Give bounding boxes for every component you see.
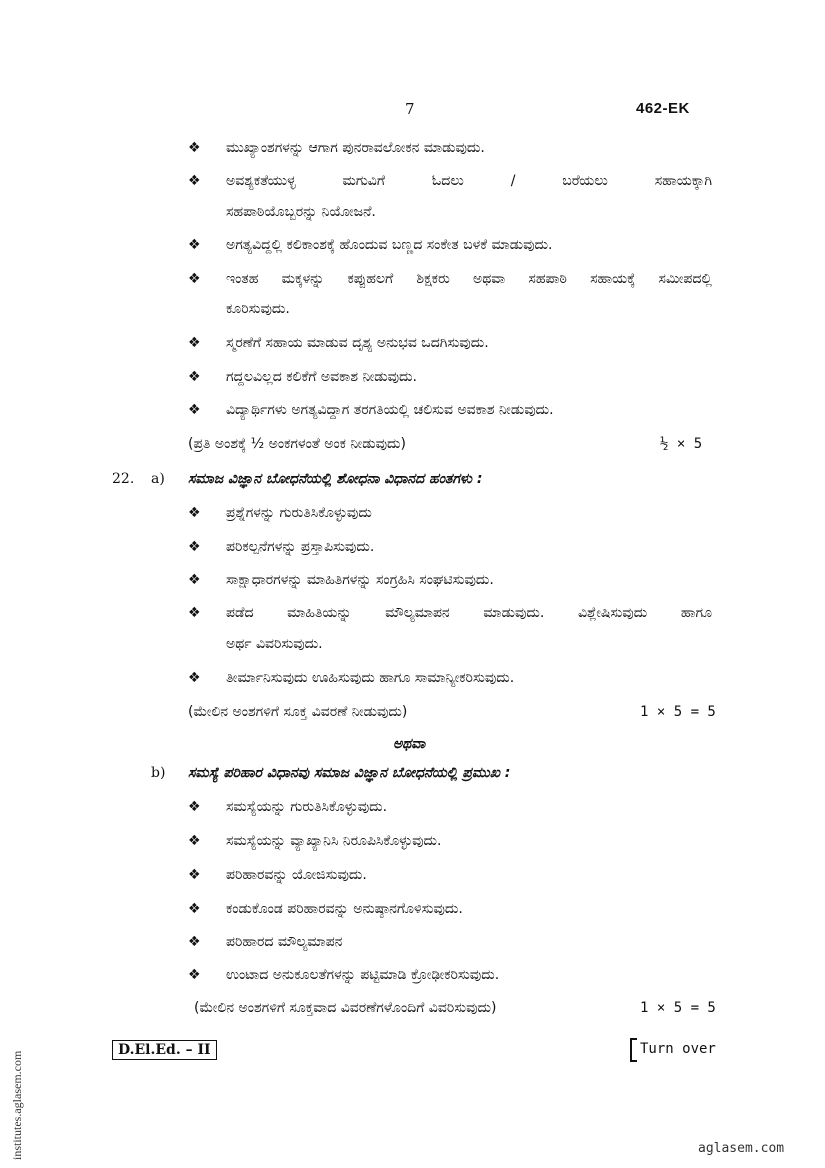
- list-item: ಮುಖ್ಯಾಂಶಗಳನ್ನು ಆಗಾಗ ಪುನರಾವಲೋಕನ ಮಾಡುವುದು.: [226, 140, 485, 156]
- marking-note: (ಮೇಲಿನ ಅಂಶಗಳಿಗೆ ಸೂಕ್ತ ವಿವರಣೆ ನೀಡುವುದು): [188, 704, 408, 720]
- bullet-icon: ❖: [188, 369, 201, 385]
- bullet-icon: ❖: [188, 505, 201, 521]
- list-item: ಉಂಟಾದ ಅನುಕೂಲತೆಗಳನ್ನು ಪಟ್ಟಿಮಾಡಿ ಕ್ರೋಢೀಕರಿಸುವುದು.: [226, 967, 500, 983]
- bullet-icon: ❖: [188, 237, 201, 253]
- part-label: b): [151, 765, 166, 781]
- bullet-icon: ❖: [188, 335, 201, 351]
- marks: ½ × 5: [660, 436, 703, 452]
- list-item: ಪರಿಹಾರವನ್ನು ಯೋಜಿಸುವುದು.: [226, 867, 367, 883]
- list-item: ಅವಶ್ಯಕತೆಯುಳ್ಳ ಮಗುವಿಗೆ ಓದಲು / ಬರೆಯಲು ಸಹಾಯಕ್ಕಾಗಿ: [226, 173, 712, 189]
- bullet-icon: ❖: [188, 173, 201, 189]
- list-item: ಸಮಸ್ಯೆಯನ್ನು ವ್ಯಾಖ್ಯಾನಿಸಿ ನಿರೂಪಿಸಿಕೊಳ್ಳುವುದು.: [226, 833, 442, 849]
- list-item-continued: ಕೂರಿಸುವುದು.: [226, 301, 290, 317]
- bullet-icon: ❖: [188, 402, 201, 418]
- bullet-icon: ❖: [188, 140, 201, 156]
- list-item: ತೀರ್ಮಾನಿಸುವುದು ಊಹಿಸುವುದು ಹಾಗೂ ಸಾಮಾನ್ಯೀಕರಿಸುವುದು.: [226, 670, 515, 686]
- or-divider: ಅಥವಾ: [393, 736, 426, 752]
- marking-note: (ಮೇಲಿನ ಅಂಶಗಳಿಗೆ ಸೂಕ್ತವಾದ ವಿವರಣೆಗಳೊಂದಿಗೆ ವಿವರಿಸುವುದು): [194, 1000, 497, 1016]
- list-item: ಅಗತ್ಯವಿದ್ದಲ್ಲಿ ಕಲಿಕಾಂಶಕ್ಕೆ ಹೊಂದುವ ಬಣ್ಣದ ಸಂಕೇತ ಬಳಕೆ ಮಾಡುವುದು.: [226, 237, 553, 253]
- bullet-icon: ❖: [188, 539, 201, 555]
- turn-over-label: Turn over: [640, 1041, 716, 1057]
- marks: 1 × 5 = 5: [640, 1000, 716, 1016]
- bullet-icon: ❖: [188, 934, 201, 950]
- marking-note: (ಪ್ರತಿ ಅಂಶಕ್ಕೆ ½ ಅಂಕಗಳಂತೆ ಅಂಕ ನೀಡುವುದು): [188, 436, 406, 452]
- list-item: ಸಾಕ್ಷಾಧಾರಗಳನ್ನು ಮಾಹಿತಿಗಳನ್ನು ಸಂಗ್ರಹಿಸಿ ಸಂಘಟಿಸುವುದು.: [226, 572, 494, 588]
- part-label: a): [151, 471, 165, 487]
- list-item: ಕಂಡುಕೊಂಡ ಪರಿಹಾರವನ್ನು ಅನುಷ್ಠಾನಗೊಳಿಸುವುದು.: [226, 901, 463, 917]
- list-item-continued: ಸಹಪಾಠಿಯೊಬ್ಬರನ್ನು ನಿಯೋಜನೆ.: [226, 204, 376, 220]
- bullet-icon: ❖: [188, 670, 201, 686]
- bullet-icon: ❖: [188, 867, 201, 883]
- question-number: 22.: [112, 471, 135, 487]
- list-item: ಇಂತಹ ಮಕ್ಕಳನ್ನು ಕಪ್ಪುಹಲಗೆ ಶಿಕ್ಷಕರು ಅಥವಾ ಸಹಪಾಠಿ ಸಹಾಯಕ್ಕೆ ಸಮೀಪದಲ್ಲಿ: [226, 271, 712, 287]
- list-item: ಪರಿಕಲ್ಪನೆಗಳನ್ನು ಪ್ರಸ್ತಾಪಿಸುವುದು.: [226, 539, 375, 555]
- list-item: ಸಮಸ್ಯೆಯನ್ನು ಗುರುತಿಸಿಕೊಳ್ಳುವುದು.: [226, 799, 388, 815]
- course-label: D.El.Ed. – II: [112, 1040, 217, 1060]
- corner-watermark: aglasem.com: [698, 1141, 785, 1156]
- list-item: ಪ್ರಶ್ನೆಗಳನ್ನು ಗುರುತಿಸಿಕೊಳ್ಳುವುದು: [226, 505, 372, 521]
- part-heading: ಸಮಾಜ ವಿಜ್ಞಾನ ಬೋಧನೆಯಲ್ಲಿ ಶೋಧನಾ ವಿಧಾನದ ಹಂತಗಳು :: [188, 471, 483, 487]
- part-heading: ಸಮಸ್ಯೆ ಪರಿಹಾರ ವಿಧಾನವು ಸಮಾಜ ವಿಜ್ಞಾನ ಬೋಧನೆಯಲ್ಲಿ ಪ್ರಮುಖ :: [188, 765, 511, 781]
- bullet-icon: ❖: [188, 605, 201, 621]
- bullet-icon: ❖: [188, 799, 201, 815]
- page-number: 7: [405, 100, 415, 118]
- paper-code: 462-EK: [636, 100, 690, 117]
- list-item: ಸ್ಮರಣೆಗೆ ಸಹಾಯ ಮಾಡುವ ದೃಶ್ಯ ಅನುಭವ ಒದಗಿಸುವುದು.: [226, 335, 489, 351]
- bullet-icon: ❖: [188, 833, 201, 849]
- side-watermark: institutes.aglasem.com: [10, 1050, 24, 1160]
- bullet-icon: ❖: [188, 901, 201, 917]
- bullet-icon: ❖: [188, 967, 201, 983]
- bullet-icon: ❖: [188, 572, 201, 588]
- list-item: ಗದ್ದಲವಿಲ್ಲದ ಕಲಿಕೆಗೆ ಅವಕಾಶ ನೀಡುವುದು.: [226, 369, 418, 385]
- list-item: ವಿದ್ಯಾರ್ಥಿಗಳು ಅಗತ್ಯವಿದ್ದಾಗ ತರಗತಿಯಲ್ಲಿ ಚಲಿಸುವ ಅವಕಾಶ ನೀಡುವುದು.: [226, 402, 554, 418]
- bracket-icon: [630, 1038, 637, 1062]
- bullet-icon: ❖: [188, 271, 201, 287]
- marks: 1 × 5 = 5: [640, 704, 716, 720]
- list-item-continued: ಅರ್ಥ ವಿವರಿಸುವುದು.: [226, 636, 323, 652]
- list-item: ಪರಿಹಾರದ ಮೌಲ್ಯಮಾಪನ: [226, 934, 343, 950]
- list-item: ಪಡೆದ ಮಾಹಿತಿಯನ್ನು ಮೌಲ್ಯಮಾಪನ ಮಾಡುವುದು. ವಿಶ್ಲೇಷಿಸುವುದು ಹಾಗೂ: [226, 605, 712, 621]
